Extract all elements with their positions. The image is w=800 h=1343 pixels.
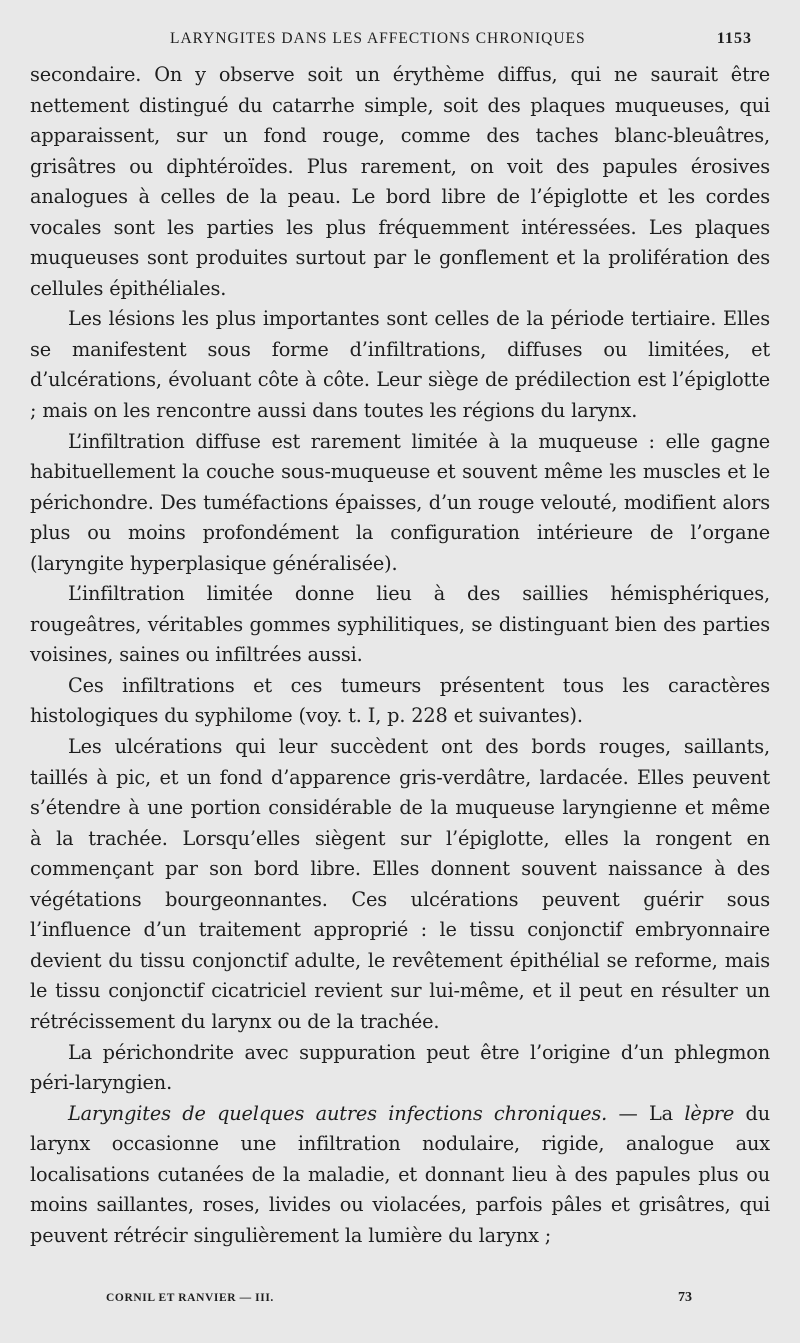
paragraph: L’infiltration diffuse est rarement limitée à la muqueuse : elle gagne habituellement la couche sous-muqueuse et souvent même les muscles et le périchondre. Des tuméfactions épaisses, d’un rouge velouté, modifient alors plus ou moins profondément la configuration intérieure de l’organe (laryngite hyperplasique généralisée).: [30, 429, 770, 575]
paragraph: Ces infiltrations et ces tumeurs présentent tous les caractères histologiques du syphilome (voy. t. I, p. 228 et suivantes).: [30, 673, 770, 728]
section-heading: Laryngites de quelques autres infections chroniques.: [68, 1101, 608, 1125]
body-text: [30, 60, 770, 1251]
sheet-number: 73: [678, 1290, 692, 1305]
page-footer: [30, 1292, 752, 1314]
paragraph: Les ulcérations qui leur succèdent ont des bords rouges, saillants, taillés à pic, et un fond d’apparence gris-verdâtre, lardacée. Elles peuvent s’étendre à une portion considérable de la muqueuse laryngienne et même à la trachée. Lorsqu’elles siègent sur l’épiglotte, elles la rongent en commençant par son bord libre. Elles donnent souvent naissance à des végétations bourgeonnantes. Ces ulcérations peuvent guérir sous l’influence d’un traitement approprié : le tissu conjonctif embryonnaire devient du tissu conjonctif adulte, le revêtement épithélial se reforme, mais le tissu conjonctif cicatriciel revient sur lui-même, et il peut en résulter un rétrécissement du larynx ou de la trachée.: [30, 735, 770, 1033]
emphasis-word: lèpre: [684, 1101, 735, 1125]
paragraph: secondaire. On y observe soit un érythème diffus, qui ne saurait être nettement distingué du catarrhe simple, soit des plaques muqueuses, qui apparaissent, sur un fond rouge, comme des taches blanc-bleuâtres, grisâtres ou diphtéroïdes. Plus rarement, on voit des papules érosives analogues à celles de la peau. Le bord libre de l’épiglotte et les cordes vocales sont les parties les plus fréquemment intéressées. Les plaques muqueuses sont produites surtout par le gonflement et la prolifération des cellules épithéliales.: [30, 63, 770, 300]
paragraph: Les lésions les plus importantes sont celles de la période tertiaire. Elles se manifestent sous forme d’infiltrations, diffuses ou limitées, et d’ulcérations, évoluant côte à côte. Leur siège de prédilection est l’épiglotte ; mais on les rencontre aussi dans toutes les régions du larynx.: [30, 307, 770, 423]
heading-dash: — La: [607, 1101, 685, 1125]
signature-mark: CORNIL ET RANVIER — III.: [106, 1292, 274, 1304]
paragraph-text: du larynx occasionne une infiltration nodulaire, rigide, analogue aux localisations cutanées de la maladie, et donnant lieu à des papules plus ou moins saillantes, roses, livides ou violacées, parfois pâles et grisâtres, qui peuvent rétrécir singulièrement la lumière du larynx ;: [30, 1101, 770, 1247]
running-title: LARYNGITES DANS LES AFFECTIONS CHRONIQUES: [170, 30, 586, 47]
page-number: 1153: [716, 30, 752, 47]
paragraph: L’infiltration limitée donne lieu à des saillies hémisphériques, rougeâtres, véritables gommes syphilitiques, se distinguant bien des parties voisines, saines ou infiltrées aussi.: [30, 582, 770, 667]
paragraph-leprosy: [30, 1099, 770, 1252]
running-head: [30, 30, 752, 54]
paragraph: La périchondrite avec suppuration peut être l’origine d’un phlegmon péri-laryngien.: [30, 1040, 770, 1095]
